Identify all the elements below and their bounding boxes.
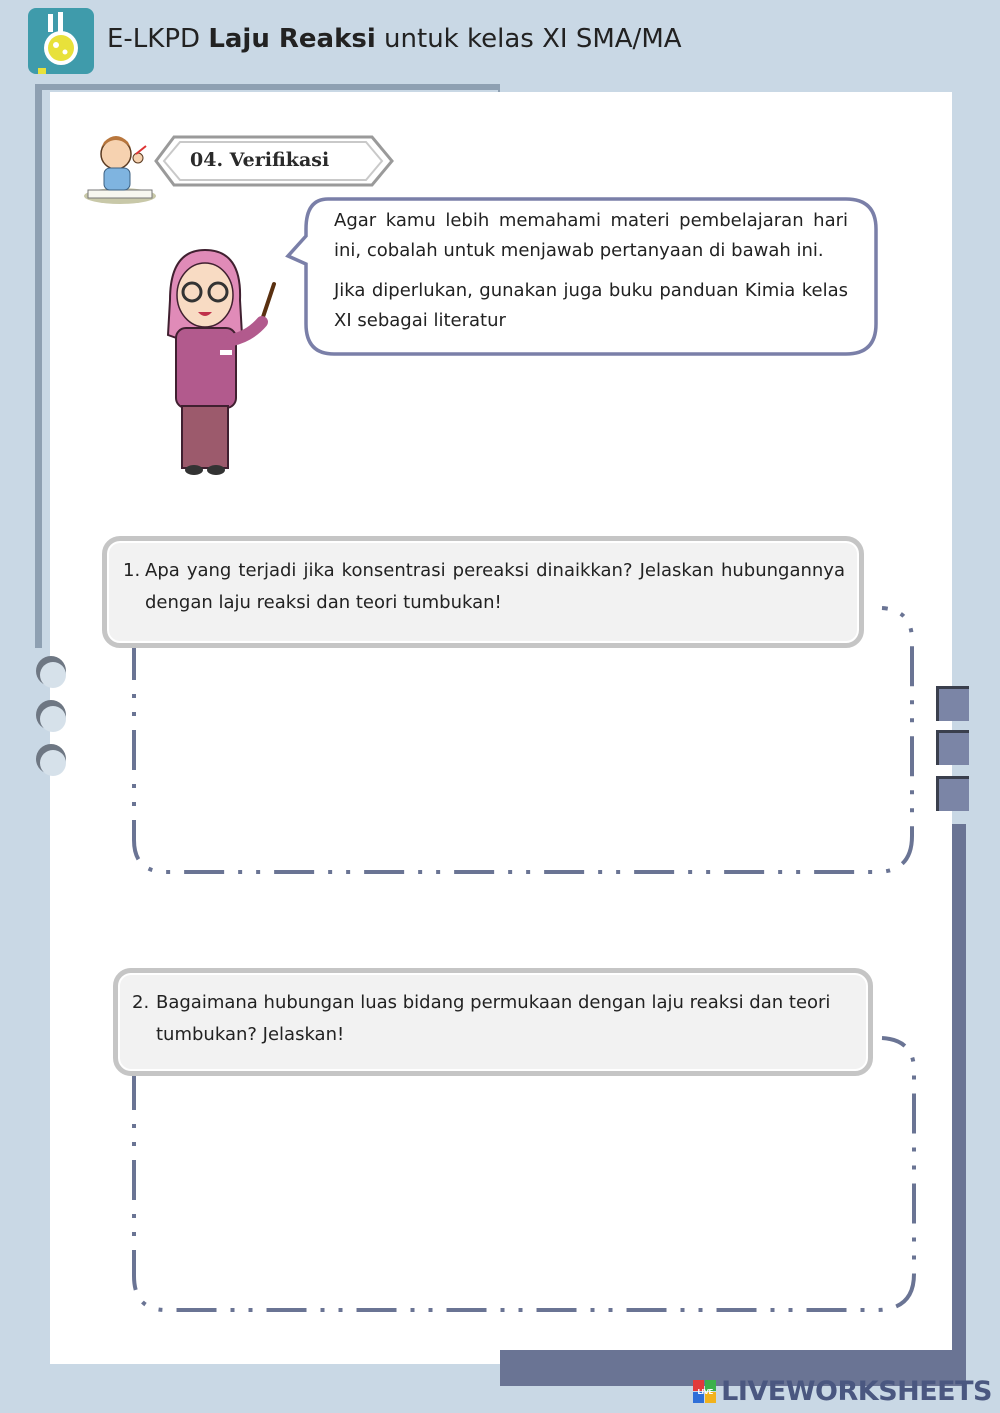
section-label: 04. Verifikasi	[190, 149, 330, 171]
question-2-box	[113, 968, 873, 1076]
question-2-text: Bagaimana hubungan luas bidang permukaan dengan laju reaksi dan teori tumbukan? Jelaskan!	[156, 992, 831, 1045]
page-tab	[936, 730, 969, 765]
answer-1-input[interactable]	[150, 664, 894, 858]
bubble-paragraph-2: Jika diperlukan, gunakan juga buku panduan Kimia kelas XI sebagai literatur	[334, 280, 848, 331]
liveworksheets-watermark[interactable]	[693, 1376, 992, 1407]
liveworksheets-logo-icon: LIVE	[693, 1380, 717, 1404]
answer-2-input[interactable]	[150, 1092, 894, 1292]
teacher-character-icon	[150, 240, 280, 480]
page-title: E-LKPD Laju Reaksi untuk kelas XI SMA/MA	[107, 24, 682, 54]
question-2-number: 2.	[132, 992, 150, 1013]
question-1-text: Apa yang terjadi jika konsentrasi pereaksi dinaikkan? Jelaskan hubungannya dengan laju reaksi dan teori tumbukan!	[145, 560, 845, 613]
page-tab	[936, 686, 969, 721]
question-1-box	[102, 536, 864, 648]
flask-logo-icon	[28, 8, 94, 74]
question-1-number: 1.	[123, 560, 141, 581]
binder-hole	[40, 706, 66, 732]
student-reading-icon	[80, 128, 160, 208]
bubble-paragraph-1: Agar kamu lebih memahami materi pembelajaran hari ini, cobalah untuk menjawab pertanyaan di bawah ini.	[334, 210, 848, 261]
page-tab	[936, 776, 969, 811]
binder-hole	[40, 662, 66, 688]
binder-hole	[40, 750, 66, 776]
liveworksheets-text: LIVEWORKSHEETS	[721, 1376, 992, 1407]
